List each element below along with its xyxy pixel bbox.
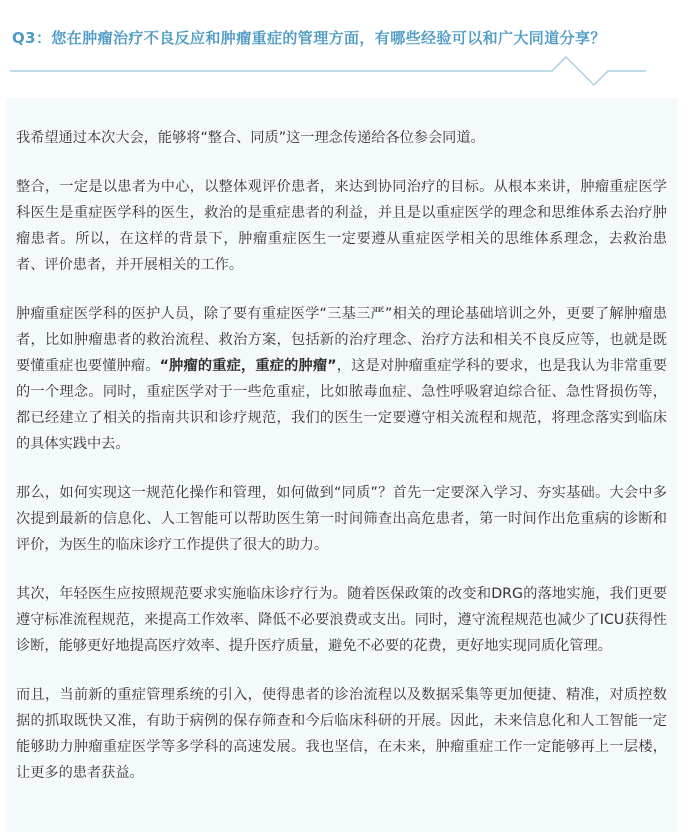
question-title: Q3：您在肿瘤治疗不良反应和肿瘤重症的管理方面，有哪些经验可以和广大同道分享？ xyxy=(12,29,606,47)
paragraph-3-tail: ，这是对肿瘤重症学科的要求，也是我认为非常重要的一个理念。同时，重症医学对于一些危重症，比如脓毒血症、急性呼吸窘迫综合征、急性肾损伤等，都已经建立了相关的指南共识和诊疗规范，我们的医生一定要遵守相关流程和规范，将理念落实到临床的具体实践中去。 xyxy=(16,358,667,452)
answer-card xyxy=(6,98,678,832)
answer-paragraph-3 xyxy=(16,301,667,457)
question-header xyxy=(10,18,678,88)
divider-line-chevron xyxy=(10,57,646,85)
answer-paragraph-4: 那么，如何实现这一规范化操作和管理，如何做到“同质”？首先一定要深入学习、夯实基础。大会中多次提到最新的信息化、人工智能可以帮助医生第一时间筛查出高危患者，第一时间作出危重病的诊断和评价，为医生的临床诊疗工作提供了很大的助力。 xyxy=(16,485,667,553)
answer-paragraph-5: 其次，年轻医生应按照规范要求实施临床诊疗行为。随着医保政策的改变和DRG的落地实施，我们更要遵守标准流程规范，来提高工作效率、降低不必要浪费或支出。同时，遵守流程规范也减少了ICU获得性诊断，能够更好地提高医疗效率、提升医疗质量，避免不必要的花费，更好地实现同质化管理。 xyxy=(16,586,667,654)
question-divider xyxy=(10,18,678,88)
answer-paragraph-6: 而且，当前新的重症管理系统的引入，使得患者的诊治流程以及数据采集等更加便捷、精准，对质控数据的抓取既快又准，有助于病例的保存筛查和今后临床科研的开展。因此，未来信息化和人工智能一定能够助力肿瘤重症医学等多学科的高速发展。我也坚信，在未来，肿瘤重症工作一定能够再上一层楼，让更多的患者获益。 xyxy=(16,687,667,781)
answer-paragraph-2: 整合，一定是以患者为中心，以整体观评价患者，来达到协同治疗的目标。从根本来讲，肿瘤重症医学科医生是重症医学科的医生，救治的是重症患者的利益，并且是以重症医学的理念和思维体系去治疗肿瘤患者。所以，在这样的背景下，肿瘤重症医生一定要遵从重症医学相关的思维体系理念，去救治患者、评价患者，并开展相关的工作。 xyxy=(16,179,667,273)
key-concept-emphasis: “肿瘤的重症，重症的肿瘤” xyxy=(159,358,337,374)
answer-body xyxy=(16,125,667,809)
answer-paragraph-1: 我希望通过本次大会，能够将“整合、同质”这一理念传递给各位参会同道。 xyxy=(16,130,485,146)
paragraph-3-lead: 肿瘤重症医学科的医护人员，除了要有重症医学“三基三严”相关的理论基础培训之外，更要了解肿瘤患者，比如肿瘤患者的救治流程、救治方案，包括新的治疗理念、治疗方法和相关不良反应等，也就是既要懂重症也要懂肿瘤。 xyxy=(16,306,667,374)
